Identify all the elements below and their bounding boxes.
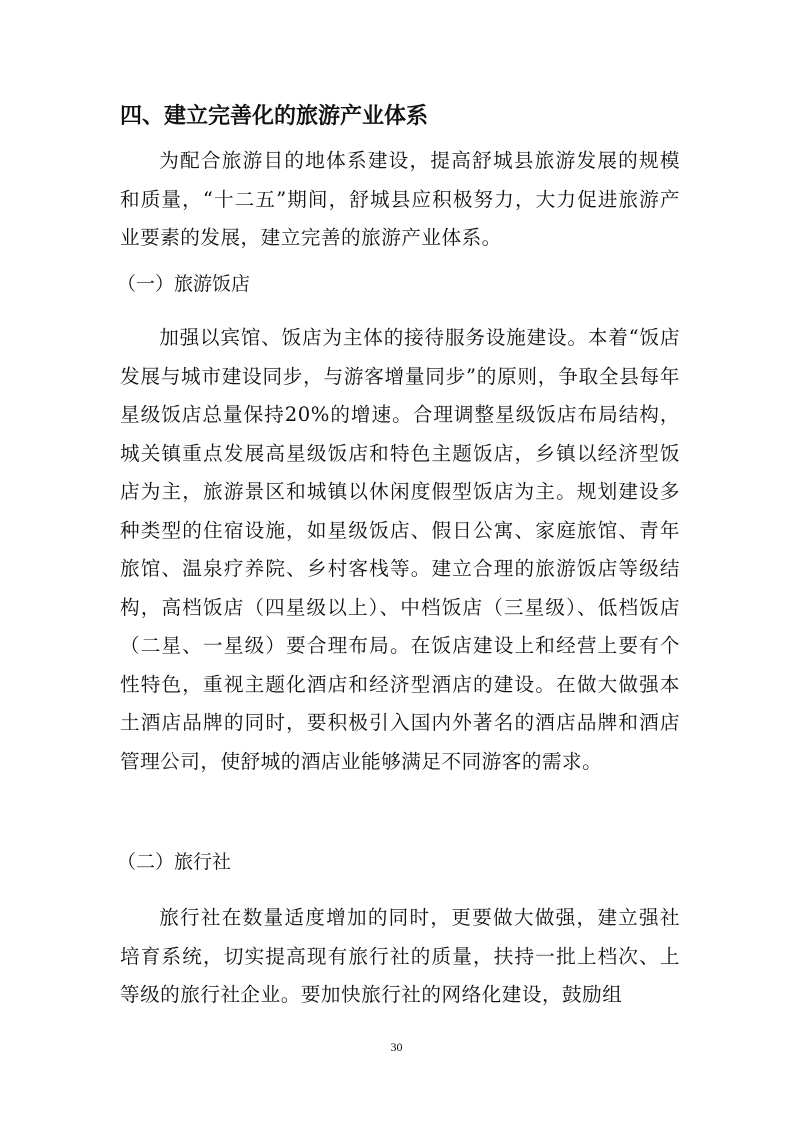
subsection-heading-hotels: （一）旅游饭店 [117,273,251,295]
hotels-paragraph: 加强以宾馆、饭店为主体的接待服务设施建设。本着“饭店发展与城市建设同步，与游客增量同步”的原则，争取全县每年星级饭店总量保持20%的增速。合理调整星级饭店布局结构，城关镇重点发展高星级饭店和特色主题饭店，乡镇以经济型饭店为主，旅游景区和城镇以休闲度假型饭店为主。规划建设多种类型的住宿设施，如星级饭店、假日公寓、家庭旅馆、青年旅馆、温泉疗养院、乡村客栈等。建立合理的旅游饭店等级结构，高档饭店（四星级以上）、中档饭店（三星级）、低档饭店（二星、一星级）要合理布局。在饭店建设上和经营上要有个性特色，重视主题化酒店和经济型酒店的建设。在做大做强本土酒店品牌的同时，要积极引入国内外著名的酒店品牌和酒店管理公司，使舒城的酒店业能够满足不同游客的需求。 [120,326,680,773]
section-title: 四、建立完善化的旅游产业体系 [120,104,429,129]
page-number: 30 [390,1040,403,1054]
intro-paragraph: 为配合旅游目的地体系建设，提高舒城县旅游发展的规模和质量，“十二五”期间，舒城县应积极努力，大力促进旅游产业要素的发展，建立完善的旅游产业体系。 [120,149,680,249]
travel-agencies-paragraph: 旅行社在数量适度增加的同时，更要做大做强，建立强社培育系统，切实提高现有旅行社的质量，扶持一批上档次、上等级的旅行社企业。要加快旅行社的网络化建设，鼓励组 [120,906,680,1006]
subsection-heading-travel-agencies: （二）旅行社 [117,851,232,873]
